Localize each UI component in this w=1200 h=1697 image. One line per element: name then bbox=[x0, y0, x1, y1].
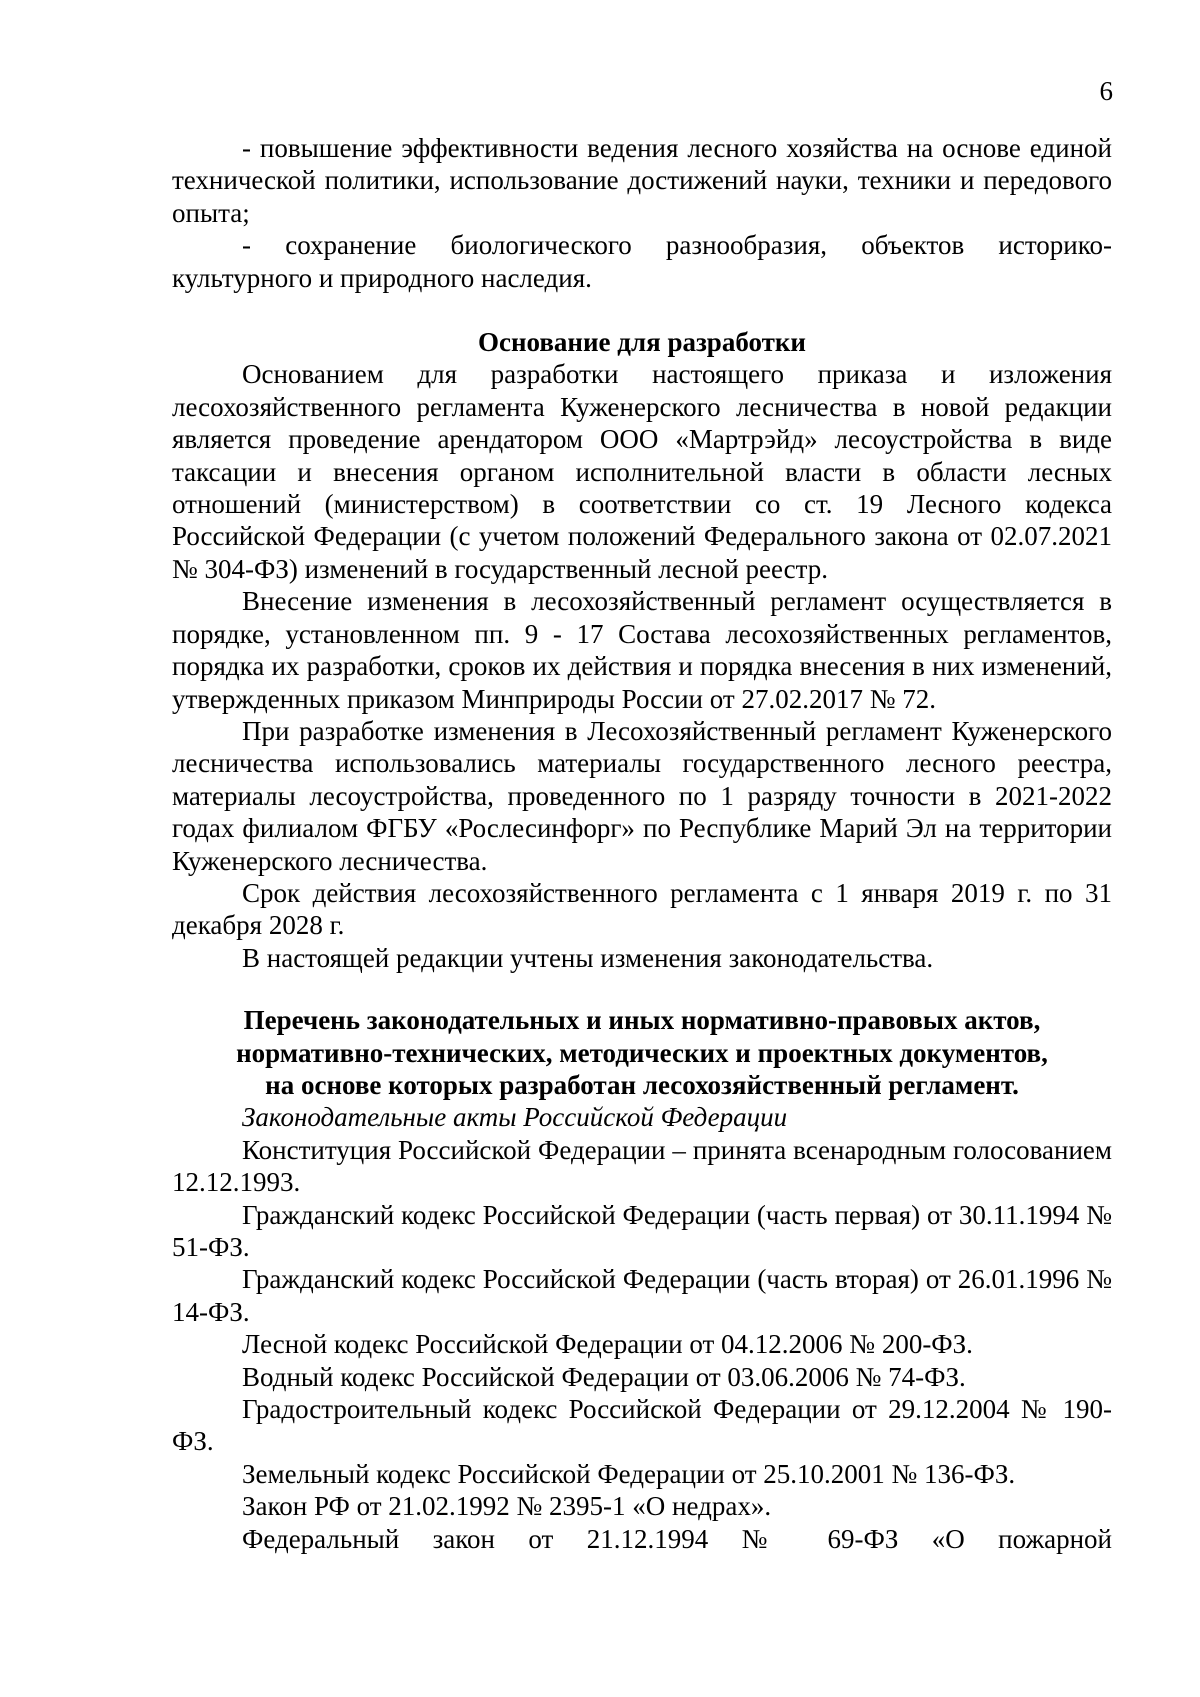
act-item: Гражданский кодекс Российской Федерации (часть вторая) от 26.01.1996 № 14-ФЗ. bbox=[172, 1264, 1112, 1327]
acts-title-line-1: Перечень законодательных и иных нормативно-правовых актов, bbox=[243, 1005, 1041, 1036]
act-item: Конституция Российской Федерации – принята всенародным голосованием 12.12.1993. bbox=[172, 1134, 1112, 1198]
page-number: 6 bbox=[1099, 76, 1113, 106]
document-body bbox=[172, 132, 1112, 1555]
acts-title-line-3: на основе которых разработан лесохозяйственный регламент. bbox=[265, 1069, 1019, 1100]
intro-item-1: - повышение эффективности ведения лесного хозяйства на основе единой технической политики, использование достижений науки, техники и передового опыта; bbox=[172, 133, 1112, 228]
basis-paragraph-5: В настоящей редакции учтены изменения законодательства. bbox=[242, 942, 934, 973]
act-item: Закон РФ от 21.02.1992 № 2395-1 «О недрах». bbox=[242, 1491, 772, 1522]
acts-subtitle: Законодательные акты Российской Федерации bbox=[242, 1102, 788, 1133]
basis-paragraph-1: Основанием для разработки настоящего приказа и изложения лесохозяйственного регламента Куженерского лесничества в новой редакции является проведение арендатором ООО «Мартрэйд» лесоустройства в виде таксации и внесения органом исполнительной власти в области лесных отношений (министерством) в соответствии со ст. 19 Лесного кодекса Российской Федерации (с учетом положений Федерального закона от 02.07.2021 № 304-ФЗ) изменений в государственный лесной реестр. bbox=[172, 359, 1112, 584]
section-title-acts bbox=[172, 1004, 1112, 1101]
acts-title-line-2: нормативно-технических, методических и проектных документов, bbox=[236, 1037, 1048, 1068]
section-title-basis: Основание для разработки bbox=[477, 327, 806, 358]
act-item-truncated: Федеральный закон от 21.12.1994 № 69-ФЗ «О пожарной bbox=[242, 1523, 1112, 1554]
act-item: Гражданский кодекс Российской Федерации (часть первая) от 30.11.1994 № 51-ФЗ. bbox=[172, 1199, 1112, 1262]
basis-paragraph-4: Срок действия лесохозяйственного регламента с 1 января 2019 г. по 31 декабря 2028 г. bbox=[172, 877, 1112, 941]
act-item: Градостроительный кодекс Российской Федерации от 29.12.2004 № 190-ФЗ. bbox=[172, 1394, 1112, 1457]
act-item: Водный кодекс Российской Федерации от 03.06.2006 № 74-ФЗ. bbox=[242, 1361, 966, 1392]
basis-paragraph-2: Внесение изменения в лесохозяйственный регламент осуществляется в порядке, установленном пп. 9 - 17 Состава лесохозяйственных регламентов, порядка их разработки, сроков их действия и порядка внесения в них изменений, утвержденных приказом Минприроды России от 27.02.2017 № 72. bbox=[172, 586, 1112, 714]
intro-item-2: - сохранение биологического разнообразия, объектов историко-культурного и природного наследия. bbox=[172, 230, 1112, 293]
act-item: Земельный кодекс Российской Федерации от 25.10.2001 № 136-ФЗ. bbox=[242, 1458, 1016, 1489]
act-item: Лесной кодекс Российской Федерации от 04.12.2006 № 200-ФЗ. bbox=[242, 1329, 973, 1360]
basis-paragraph-3: При разработке изменения в Лесохозяйственный регламент Куженерского лесничества использовались материалы государственного лесного реестра, материалы лесоустройства, проведенного по 1 разряду точности в 2021-2022 годах филиалом ФГБУ «Рослесинфорг» по Республике Марий Эл на территории Куженерского лесничества. bbox=[172, 715, 1112, 876]
